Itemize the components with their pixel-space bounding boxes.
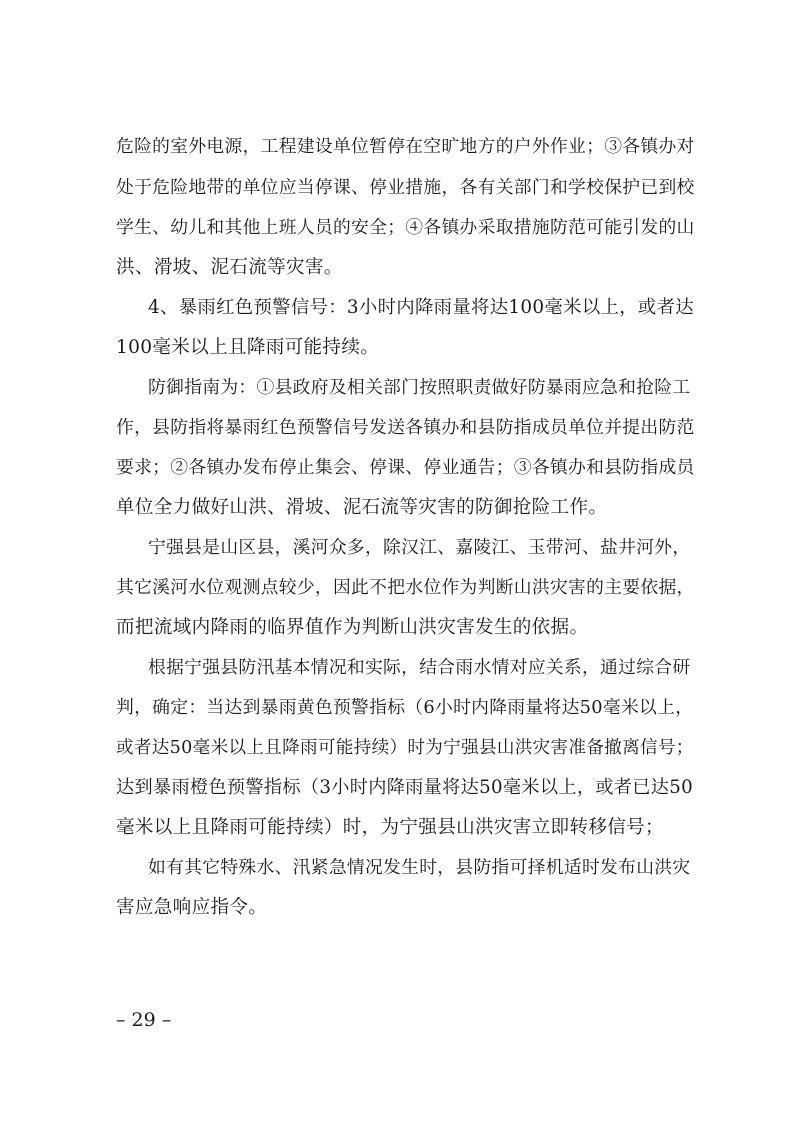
text-line: 达到暴雨橙色预警指标（3小时内降雨量将达50毫米以上，或者已达50 xyxy=(116,777,694,798)
text-line: 学生、幼儿和其他上班人员的安全；④各镇办采取措施防范可能引发的山 xyxy=(116,217,695,238)
text-line: 防御指南为：①县政府及相关部门按照职责做好防暴雨应急和抢险工 xyxy=(148,377,691,398)
text-line: 其它溪河水位观测点较少，因此不把水位作为判断山洪灾害的主要依据， xyxy=(116,577,695,598)
text-line: 判，确定：当达到暴雨黄色预警指标（6小时内降雨量将达50毫米以上， xyxy=(116,697,694,718)
text-line: 单位全力做好山洪、滑坡、泥石流等灾害的防御抢险工作。 xyxy=(116,497,608,518)
text-line: 处于危险地带的单位应当停课、停业措施，各有关部门和学校保护已到校 xyxy=(116,177,695,198)
text-line: 100毫米以上且降雨可能持续。 xyxy=(116,337,380,358)
text-line: 危险的室外电源，工程建设单位暂停在空旷地方的户外作业；③各镇办对 xyxy=(116,136,695,157)
text-line: 4、暴雨红色预警信号：3小时内降雨量将达100毫米以上，或者达 xyxy=(148,297,694,318)
text-line: 如有其它特殊水、汛紧急情况发生时，县防指可择机适时发布山洪灾 xyxy=(148,857,691,878)
text-line: 洪、滑坡、泥石流等灾害。 xyxy=(116,257,343,278)
text-line: 根据宁强县防汛基本情况和实际，结合雨水情对应关系，通过综合研 xyxy=(148,657,691,678)
text-line: 宁强县是山区县，溪河众多，除汉江、嘉陵江、玉带河、盐井河外， xyxy=(148,537,691,558)
text-line: 而把流域内降雨的临界值作为判断山洪灾害发生的依据。 xyxy=(116,617,589,638)
text-line: 要求；②各镇办发布停止集会、停课、停业通告；③各镇办和县防指成员 xyxy=(116,457,695,478)
text-line: 毫米以上且降雨可能持续）时，为宁强县山洪灾害立即转移信号； xyxy=(116,817,664,838)
page-number: – 29 – xyxy=(116,1009,172,1031)
text-line: 作，县防指将暴雨红色预警信号发送各镇办和县防指成员单位并提出防范 xyxy=(116,417,695,438)
text-line: 害应急响应指令。 xyxy=(116,897,268,918)
text-line: 或者达50毫米以上且降雨可能持续）时为宁强县山洪灾害准备撤离信号； xyxy=(116,738,694,758)
